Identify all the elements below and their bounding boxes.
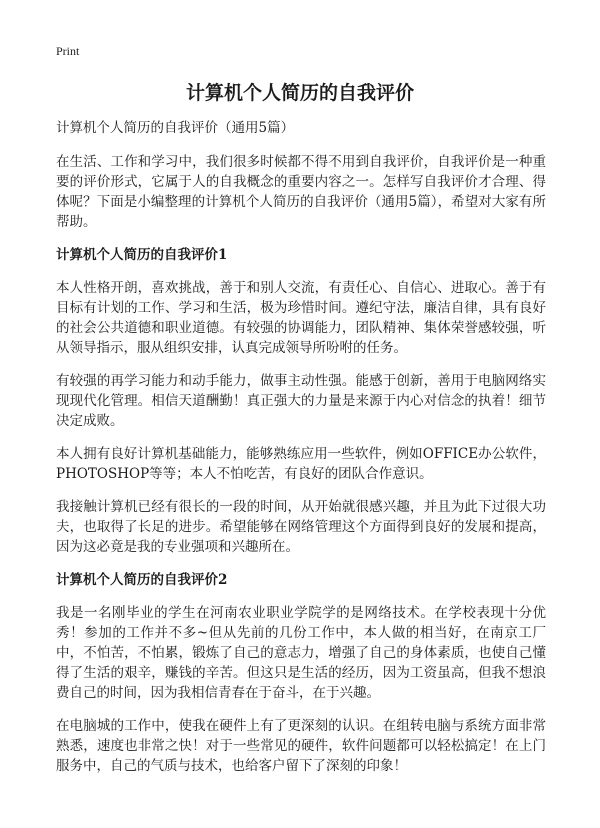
section-2 [56,570,546,776]
section-paragraph: 我是一名刚毕业的学生在河南农业职业学院学的是网络技术。在学校表现十分优秀！参加的工作并不多~但从先前的几份工作中，本人做的相当好，在南京工厂中，不怕苦，不怕累，锻炼了自己的意志力，增强了自己的身体素质，也使自己懂得了生活的艰辛，赚钱的辛苦。但这只是生活的经历，因为工资虽高，但我不想浪费自己的时间，因为我相信青春在于奋斗，在于兴趣。 [56,605,546,701]
intro-paragraph: 在生活、工作和学习中，我们很多时候都不得不用到自我评价，自我评价是一种重要的评价形式，它属于人的自我概念的重要内容之一。怎样写自我评价才合理、得体呢？下面是小编整理的计算机个人简历的自我评价（通用5篇），希望对大家有所帮助。 [56,154,546,230]
page-title: 计算机个人简历的自我评价 [185,82,414,104]
section-1 [56,245,546,557]
document-body [56,118,546,789]
section-paragraph: 在电脑城的工作中，使我在硬件上有了更深刻的认识。在组转电脑与系统方面非常熟悉，速度也非常之快！对于一些常见的硬件，软件问题都可以轻松搞定！在上门服务中，自己的气质与技术，也给客户留下了深刻的印象！ [56,718,546,774]
section-paragraph: 有较强的再学习能力和动手能力，做事主动性强。能感于创新，善用于电脑网络实现现代化管理。相信天道酬勤！真正强大的力量是来源于内心对信念的执着！细节决定成败。 [56,373,546,429]
section-paragraph: 本人性格开朗，喜欢挑战，善于和别人交流，有责任心、自信心、进取心。善于有目标有计划的工作、学习和生活，极为珍惜时间。遵纪守法，廉洁自律，具有良好的社会公共道德和职业道德。有较强的协调能力，团队精神、集体荣誉感较强，听从领导指示，服从组织安排，认真完成领导所吩咐的任务。 [56,280,546,356]
section-paragraph: 本人拥有良好计算机基础能力，能够熟练应用一些软件，例如OFFICE办公软件，PHOTOSHOP等等；本人不怕吃苦，有良好的团队合作意识。 [56,446,546,482]
section-paragraph: 我接触计算机已经有很长的一段的时间，从开始就很感兴趣，并且为此下过很大功夫，也取得了长足的进步。希望能够在网络管理这个方面得到良好的发展和提高，因为这必竟是我的专业强项和兴趣所在。 [56,499,546,555]
section-heading: 计算机个人简历的自我评价1 [56,247,228,263]
section-heading: 计算机个人简历的自我评价2 [56,572,228,588]
document-subtitle: 计算机个人简历的自我评价（通用5篇） [56,120,295,136]
print-link[interactable]: Print [56,44,80,58]
